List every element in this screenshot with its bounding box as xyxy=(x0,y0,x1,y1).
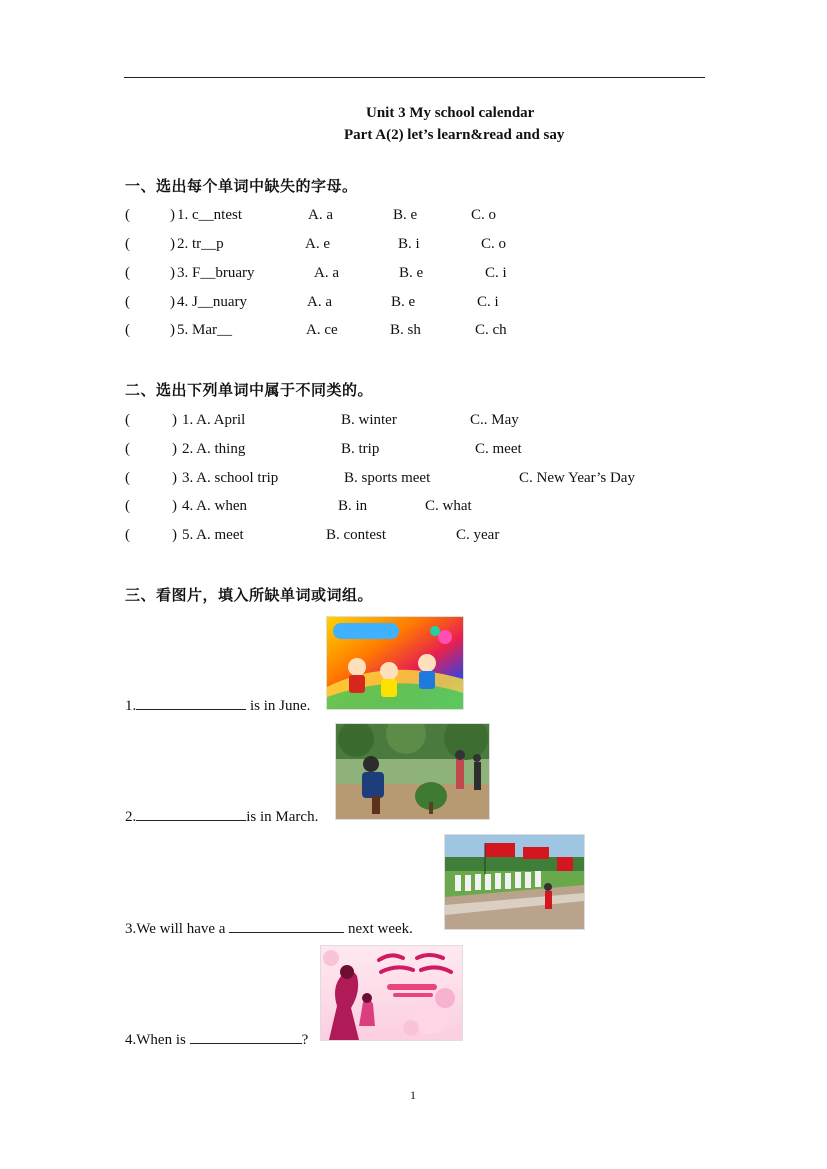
option-a: A. a xyxy=(307,294,332,310)
header-rule xyxy=(124,77,705,78)
question-prefix: 2. xyxy=(125,809,137,825)
option-c: C. year xyxy=(456,527,500,543)
answer-paren-open: ( xyxy=(125,265,130,281)
option-a: A. e xyxy=(305,236,330,252)
question-stem: 2. tr__p xyxy=(177,236,224,252)
answer-paren-close[interactable]: ) xyxy=(172,527,177,543)
question-stem: 1. A. April xyxy=(182,412,246,428)
question-stem: 2. A. thing xyxy=(182,441,246,457)
question-suffix: ? xyxy=(301,1032,309,1048)
answer-blank[interactable] xyxy=(136,806,246,821)
answer-paren-close[interactable]: ) xyxy=(172,441,177,457)
tree-planting-picture xyxy=(335,723,490,820)
option-b: B. e xyxy=(393,207,418,223)
tree-planting-illustration xyxy=(336,724,489,819)
fill-question-4 xyxy=(125,1029,308,1049)
mothers-day-illustration xyxy=(321,946,462,1040)
answer-paren-open: ( xyxy=(125,207,130,223)
option-c: C. i xyxy=(477,294,499,310)
option-c: C. o xyxy=(471,207,497,223)
fill-question-1 xyxy=(125,695,310,715)
question-prefix: 1. xyxy=(125,698,137,714)
question-stem: 1. c__ntest xyxy=(177,207,242,223)
option-b: B. sports meet xyxy=(344,470,431,486)
sports-meet-illustration xyxy=(445,835,584,929)
page-subtitle: Part A(2) let’s learn&read and say xyxy=(344,127,565,143)
option-b: B. in xyxy=(338,498,368,514)
childrens-day-illustration xyxy=(327,617,463,709)
answer-blank[interactable] xyxy=(136,695,246,710)
answer-blank[interactable] xyxy=(229,918,344,933)
question-suffix: next week. xyxy=(344,921,413,937)
page-title: Unit 3 My school calendar xyxy=(366,105,535,121)
section1-heading: 一、选出每个单词中缺失的字母。 xyxy=(125,177,358,195)
option-b: B. i xyxy=(398,236,420,252)
answer-paren-open: ( xyxy=(125,294,130,310)
fill-question-2 xyxy=(125,806,318,826)
option-a: A. a xyxy=(314,265,339,281)
question-stem: 3. F__bruary xyxy=(177,265,255,281)
page-number: 1 xyxy=(410,1088,416,1102)
answer-paren-close[interactable]: ) xyxy=(170,322,175,338)
option-c: C. what xyxy=(425,498,472,514)
answer-paren-close[interactable]: ) xyxy=(170,294,175,310)
section2-heading: 二、选出下列单词中属于不同类的。 xyxy=(125,381,374,399)
option-b: B. contest xyxy=(326,527,386,543)
fill-question-3 xyxy=(125,918,413,938)
question-stem: 5. A. meet xyxy=(182,527,244,543)
option-c: C. ch xyxy=(475,322,507,338)
answer-blank[interactable] xyxy=(190,1029,302,1044)
option-c: C. o xyxy=(481,236,507,252)
answer-paren-open: ( xyxy=(125,236,130,252)
option-c: C.. May xyxy=(470,412,519,428)
answer-paren-open: ( xyxy=(125,412,130,428)
sports-meet-picture xyxy=(444,834,585,930)
option-b: B. winter xyxy=(341,412,397,428)
option-b: B. trip xyxy=(341,441,380,457)
answer-paren-close[interactable]: ) xyxy=(172,470,177,486)
answer-paren-close[interactable]: ) xyxy=(170,265,175,281)
answer-paren-open: ( xyxy=(125,527,130,543)
question-prefix: 3.We will have a xyxy=(125,921,230,937)
option-c: C. meet xyxy=(475,441,522,457)
answer-paren-close[interactable]: ) xyxy=(172,498,177,514)
option-b: B. e xyxy=(399,265,424,281)
mothers-day-picture xyxy=(320,945,463,1041)
question-stem: 4. A. when xyxy=(182,498,247,514)
option-b: B. e xyxy=(391,294,416,310)
option-c: C. New Year’s Day xyxy=(519,470,635,486)
section3-heading: 三、看图片，填入所缺单词或词组。 xyxy=(125,586,374,604)
option-a: A. a xyxy=(308,207,333,223)
option-c: C. i xyxy=(485,265,507,281)
answer-paren-open: ( xyxy=(125,470,130,486)
answer-paren-open: ( xyxy=(125,498,130,514)
question-suffix: is in June. xyxy=(246,698,311,714)
answer-paren-close[interactable]: ) xyxy=(170,236,175,252)
answer-paren-open: ( xyxy=(125,441,130,457)
question-suffix: is in March. xyxy=(246,809,319,825)
answer-paren-close[interactable]: ) xyxy=(172,412,177,428)
answer-paren-close[interactable]: ) xyxy=(170,207,175,223)
answer-paren-open: ( xyxy=(125,322,130,338)
question-stem: 4. J__nuary xyxy=(177,294,247,310)
option-b: B. sh xyxy=(390,322,421,338)
childrens-day-picture xyxy=(326,616,464,710)
question-prefix: 4.When is xyxy=(125,1032,190,1048)
question-stem: 3. A. school trip xyxy=(182,470,279,486)
question-stem: 5. Mar__ xyxy=(177,322,232,338)
option-a: A. ce xyxy=(306,322,338,338)
